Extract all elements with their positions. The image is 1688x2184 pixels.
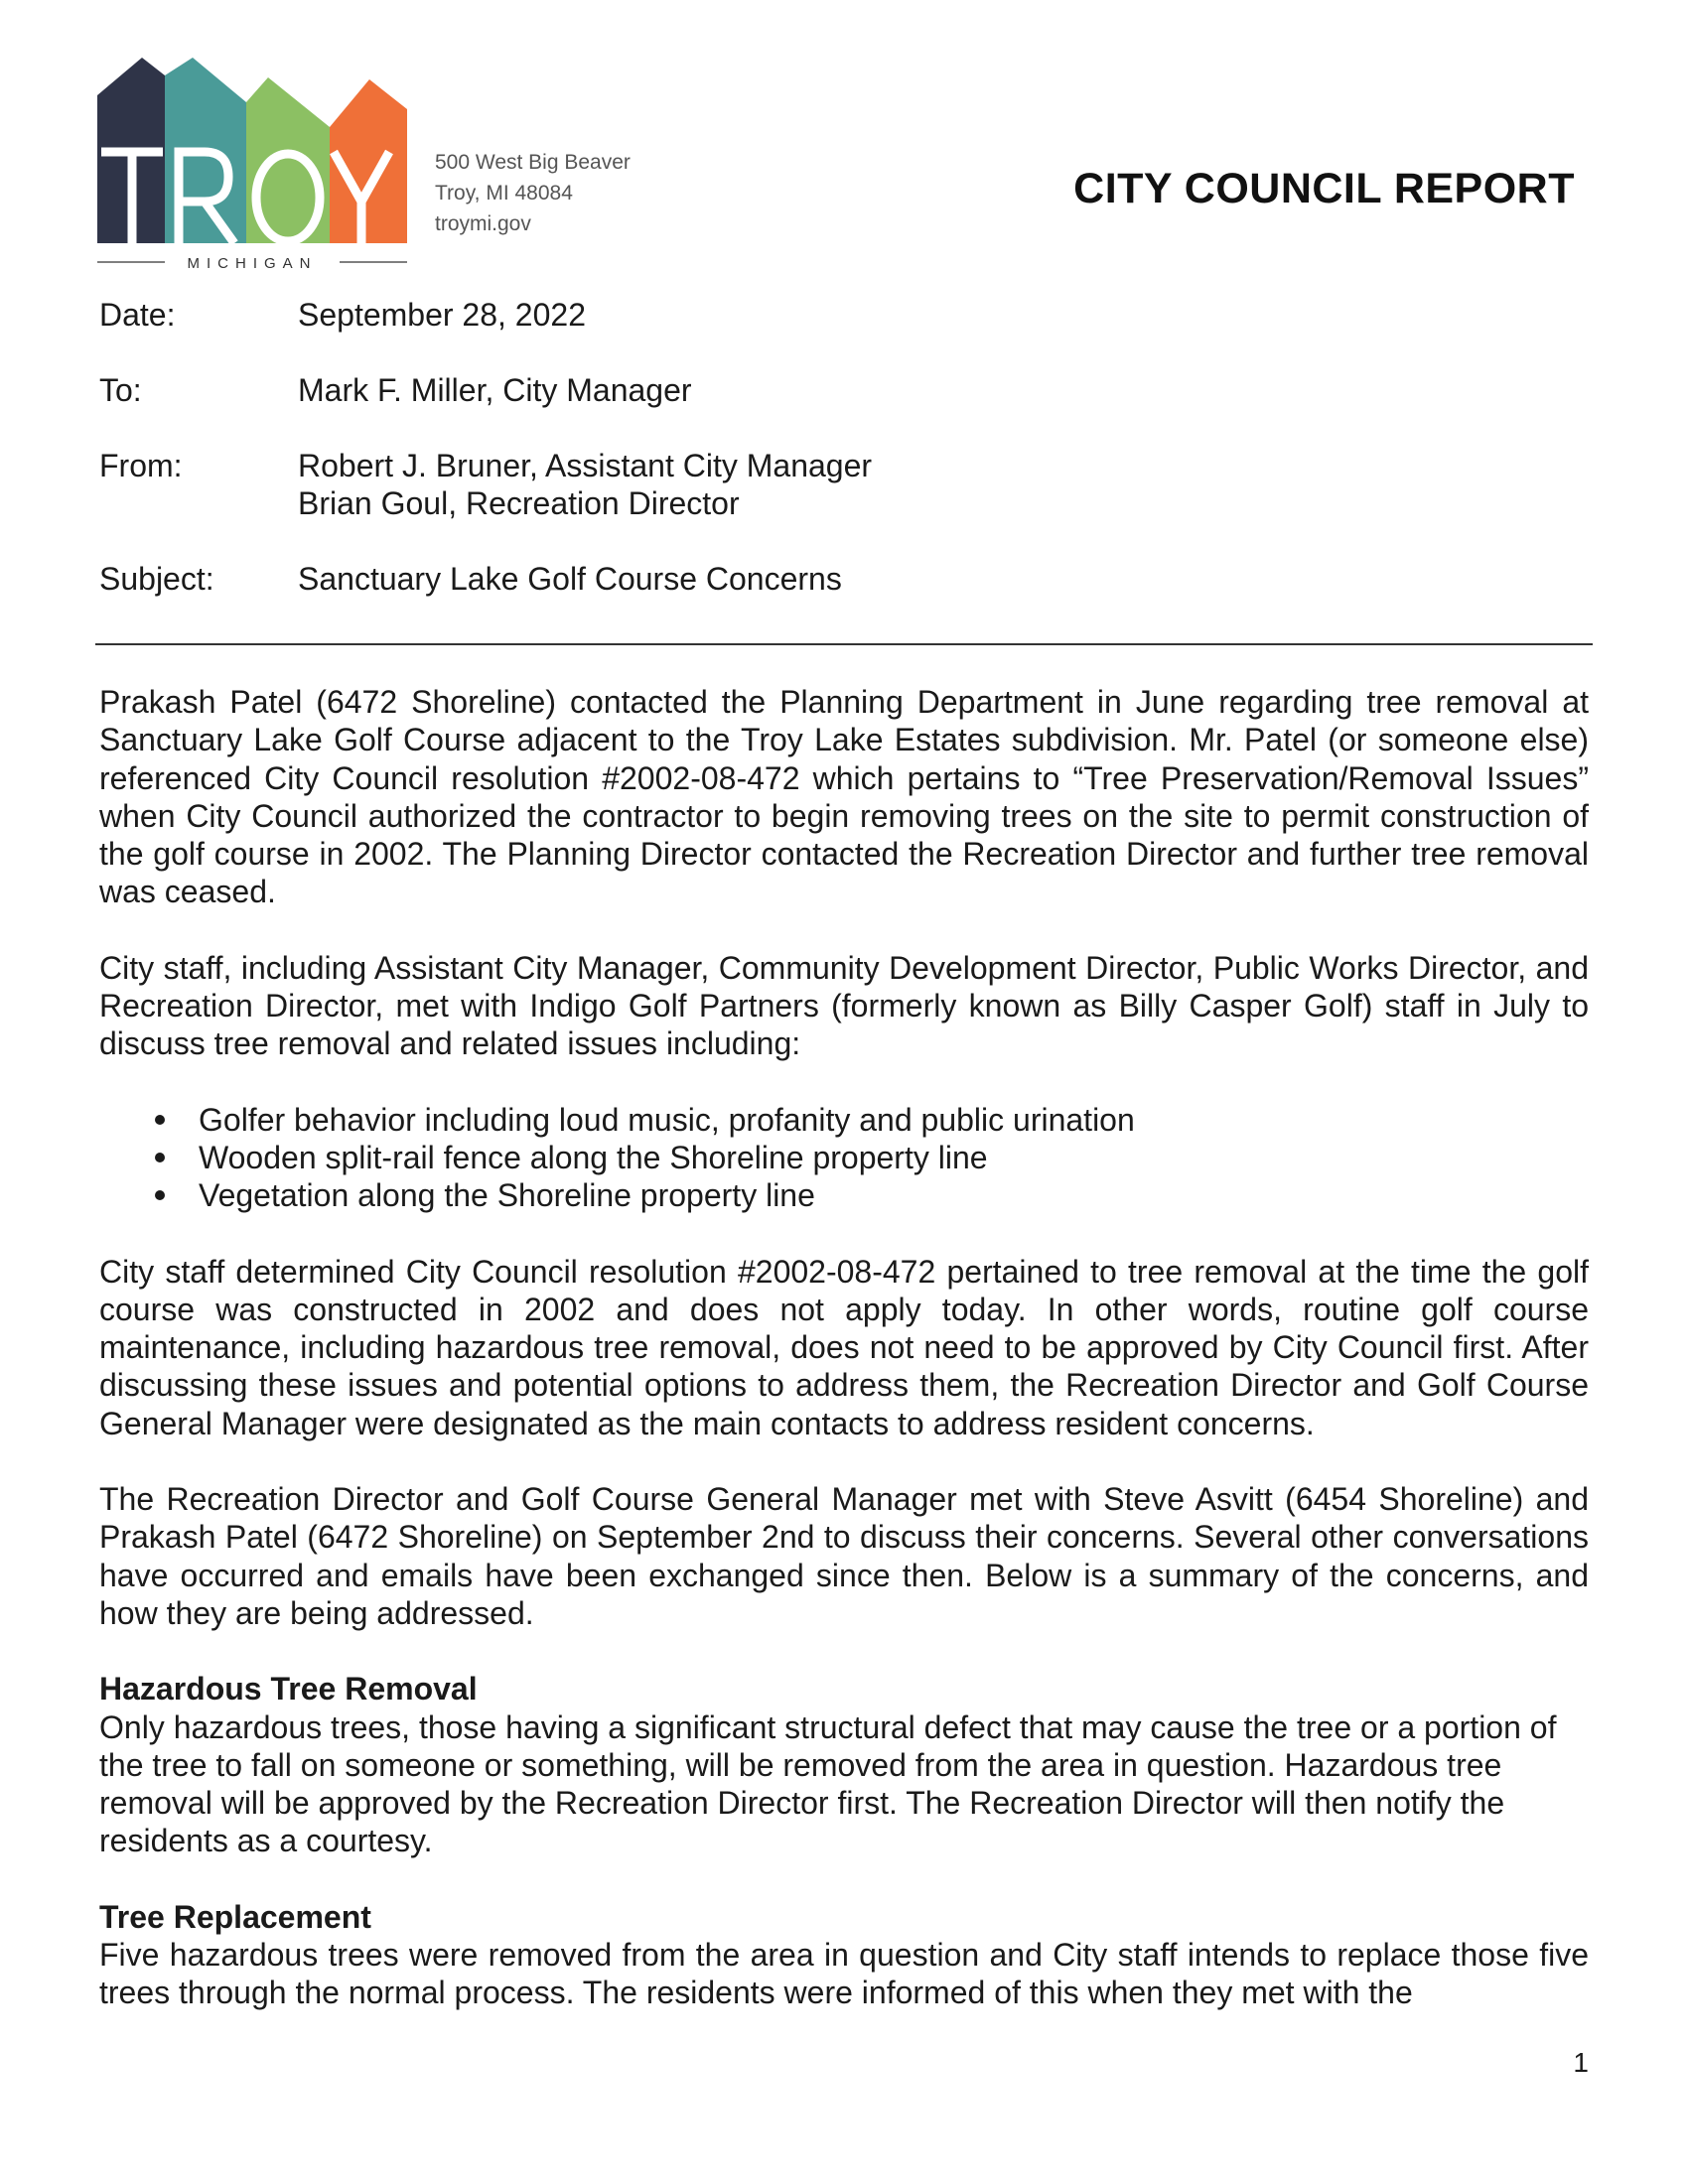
- address-city: Troy, MI 48084: [435, 182, 573, 205]
- address-street: 500 West Big Beaver: [435, 151, 631, 174]
- list-item: Wooden split-rail fence along the Shoreline property line: [99, 1139, 1589, 1176]
- memo-date-label: Date:: [99, 297, 176, 333]
- issues-list: [99, 1101, 1589, 1215]
- report-body: [99, 683, 1589, 2050]
- paragraph-4: The Recreation Director and Golf Course General Manager met with Steve Asvitt (6454 Shoreline) and Prakash Patel (6472 Shoreline) on September 2nd to discuss their concerns. Several other conversations have occurred and emails have been exchanged since then. Below is a summary of the concerns, and how they are being addressed.: [99, 1481, 1589, 1631]
- memo-date-row: [99, 296, 1489, 334]
- memo-to-row: [99, 371, 1489, 409]
- logo-subtitle: MICHIGAN: [187, 255, 318, 272]
- page-number: 1: [1573, 2047, 1589, 2078]
- memo-to-value: Mark F. Miller, City Manager: [298, 372, 692, 408]
- section-text-hazardous-tree-removal: Only hazardous trees, those having a significant structural defect that may cause the tree or a portion of the tree to fall on someone or something, will be removed from the area in question. Hazardous tree removal will be approved by the Recreation Director first. The Recreation Director will then notify the residents as a courtesy.: [99, 1708, 1557, 1859]
- memo-from-person-1: Robert J. Bruner, Assistant City Manager: [298, 448, 873, 483]
- paragraph-2: City staff, including Assistant City Manager, Community Development Director, Public Works Director, and Recreation Director, met with Indigo Golf Partners (formerly known as Billy Casper Golf) staff in July to discuss tree removal and related issues including:: [99, 949, 1589, 1062]
- memo-to-label: To:: [99, 372, 142, 408]
- memo-header: [99, 296, 1489, 635]
- memo-subject-value: Sanctuary Lake Golf Course Concerns: [298, 561, 842, 597]
- section-text-tree-replacement: Five hazardous trees were removed from the area in question and City staff intends to replace those five trees through the normal process. The residents were informed of this when they met with the: [99, 1937, 1589, 2011]
- memo-from-person-2: Brian Goul, Recreation Director: [298, 485, 740, 521]
- paragraph-3: City staff determined City Council resolution #2002-08-472 pertained to tree removal at the time the golf course was constructed in 2002 and does not apply today. In other words, routine golf course maintenance, including hazardous tree removal, does not need to be approved by City Council first. After discussing these issues and potential options to address them, the Recreation Director and Golf Course General Manager were designated as the main contacts to address resident concerns.: [99, 1253, 1589, 1441]
- memo-date-value: September 28, 2022: [298, 297, 586, 333]
- troy-logo-graphic: [97, 58, 407, 274]
- website-link[interactable]: troymi.gov: [435, 212, 531, 235]
- memo-from-label: From:: [99, 448, 183, 483]
- report-title: CITY COUNCIL REPORT: [1073, 165, 1575, 212]
- memo-subject-row: [99, 560, 1489, 598]
- troy-logo: [97, 58, 407, 274]
- city-address: [435, 147, 631, 239]
- memo-subject-label: Subject:: [99, 561, 214, 597]
- list-item: Vegetation along the Shoreline property line: [99, 1176, 1589, 1214]
- memo-from-row: [99, 447, 1489, 522]
- memo-from-value: [298, 447, 872, 522]
- list-item: Golfer behavior including loud music, profanity and public urination: [99, 1101, 1589, 1139]
- section-title-hazardous-tree-removal: Hazardous Tree Removal: [99, 1671, 478, 1707]
- section-title-tree-replacement: Tree Replacement: [99, 1898, 371, 1935]
- paragraph-1: Prakash Patel (6472 Shoreline) contacted the Planning Department in June regarding tree removal at Sanctuary Lake Golf Course adjacent to the Troy Lake Estates subdivision. Mr. Patel (or someone else) referenced City Council resolution #2002-08-472 which pertains to “Tree Preservation/Removal Issues” when City Council authorized the contractor to begin removing trees on the site to permit construction of the golf course in 2002. The Planning Director contacted the Recreation Director and further tree removal was ceased.: [99, 684, 1589, 910]
- header-divider: [95, 643, 1593, 645]
